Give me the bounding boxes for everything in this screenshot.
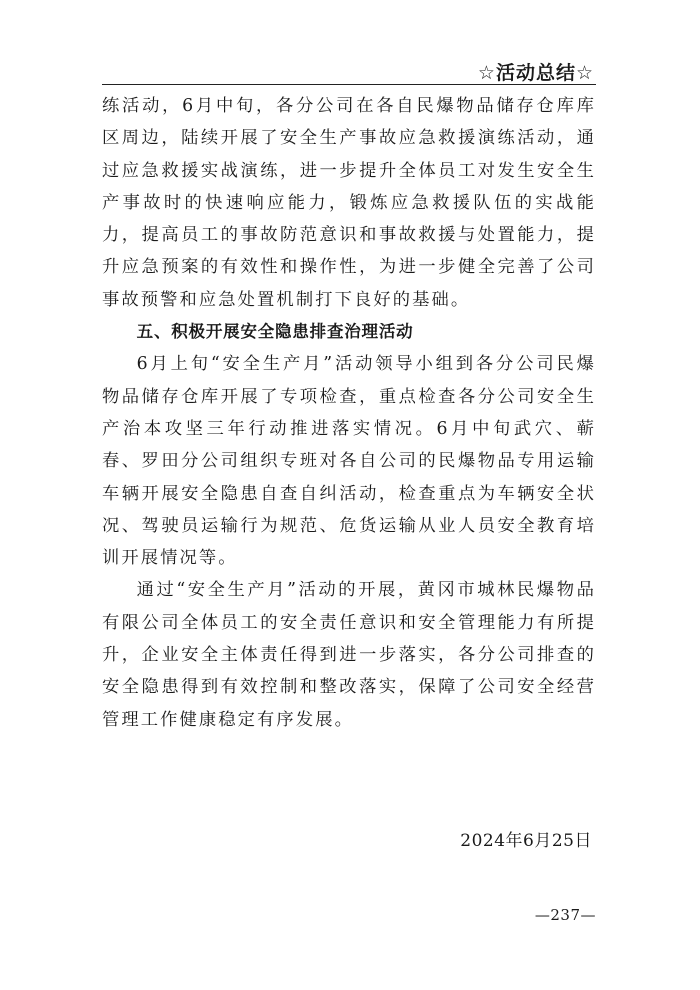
paragraph-drill: 练活动，6月中旬，各分公司在各自民爆物品储存仓库库区周边，陆续开展了安全生产事故应急救援演练活动，通过应急救援实战演练，进一步提升全体员工对发生安全生产事故时的快速响应能力，锻炼应急救援队伍的实战能力，提高员工的事故防范意识和事故救援与处置能力，提升应急预案的有效性和操作性，为进一步健全完善了公司事故预警和应急处置机制打下良好的基础。 <box>102 96 596 310</box>
section-title: ☆活动总结☆ <box>477 62 594 84</box>
article-body <box>102 90 596 736</box>
paragraph-conclusion: 通过“安全生产月”活动的开展，黄冈市城林民爆物品有限公司全体员工的安全责任意识和安全管理能力有所提升，企业安全主体责任得到进一步落实，各分公司排查的安全隐患得到有效控制和整改落实，保障了公司安全经营管理工作健康稳定有序发展。 <box>102 580 596 730</box>
page-header <box>102 56 596 85</box>
paragraph-inspection: 6月上旬“安全生产月”活动领导小组到各分公司民爆物品储存仓库开展了专项检查，重点检查各分公司安全生产治本攻坚三年行动推进落实情况。6月中旬武穴、蕲春、罗田分公司组织专班对各自公司的民爆物品专用运输车辆开展安全隐患自查自纠活动，检查重点为车辆安全状况、驾驶员运输行为规范、危货运输从业人员安全教育培训开展情况等。 <box>102 354 596 569</box>
section-heading: 五、积极开展安全隐患排查治理活动 <box>136 322 414 342</box>
page-number: —237— <box>534 906 596 924</box>
document-date: 2024年6月25日 <box>460 831 592 851</box>
